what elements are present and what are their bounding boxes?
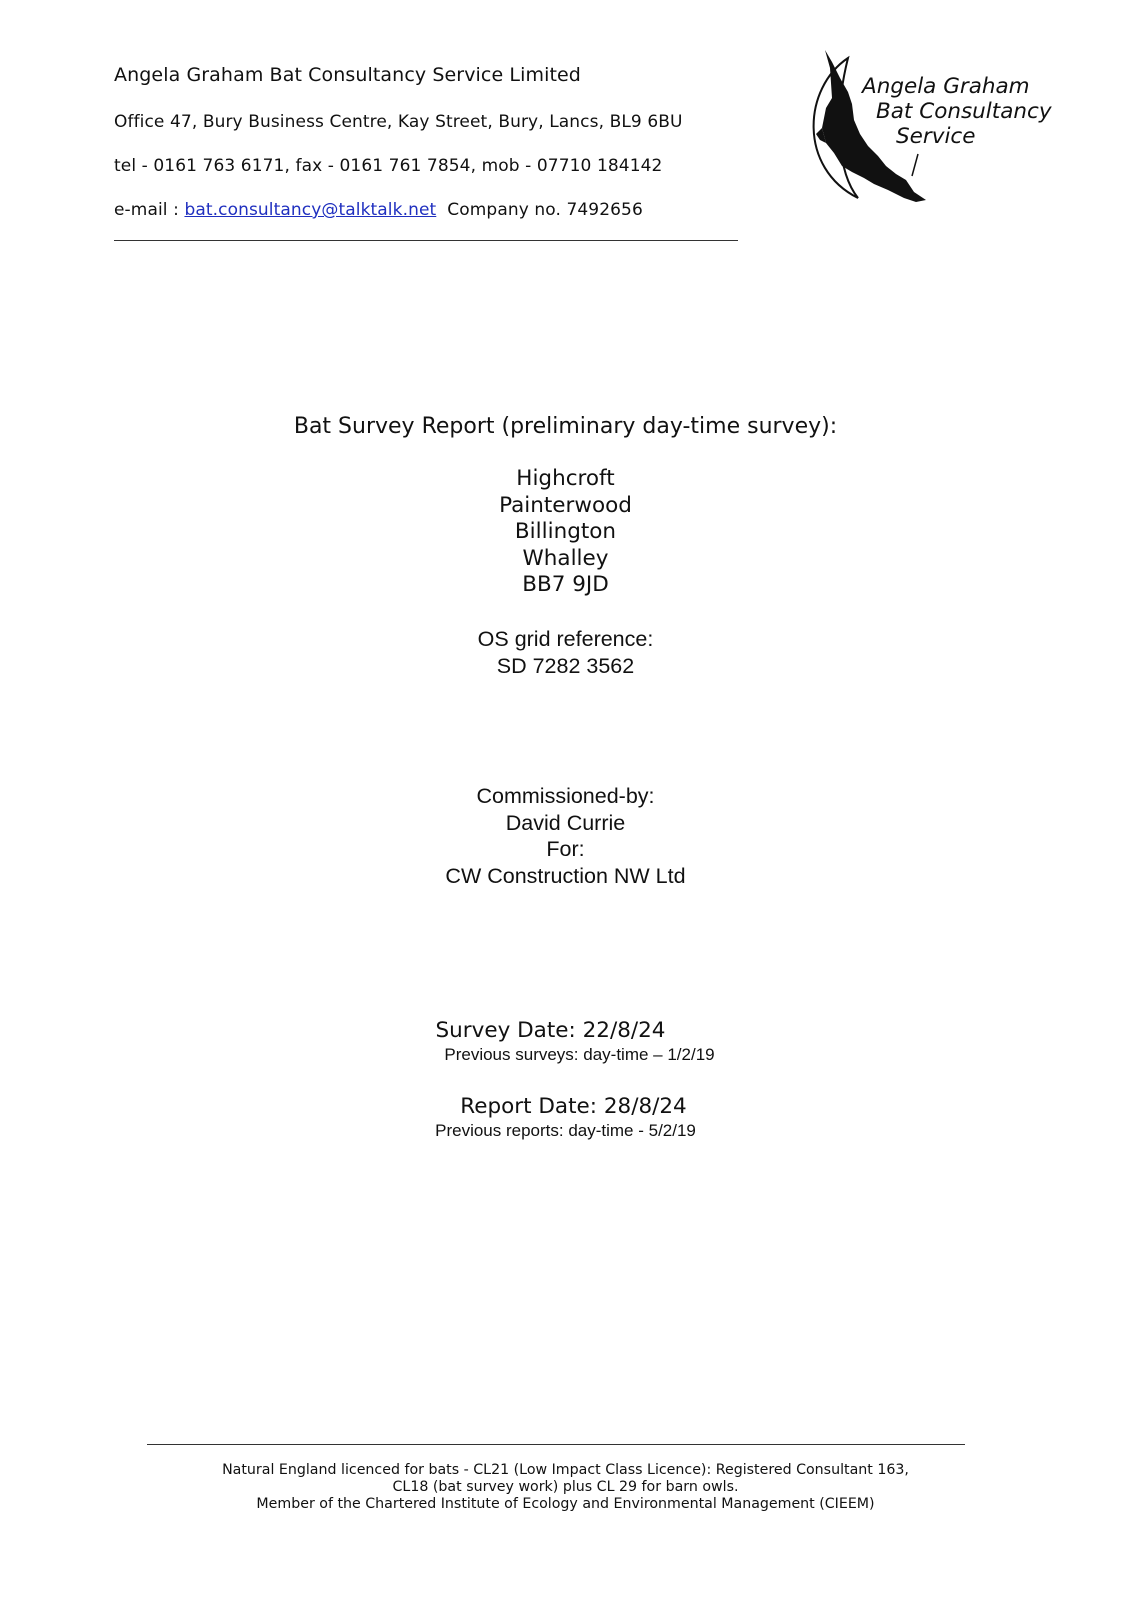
- logo-wordmark: [862, 74, 1052, 149]
- company-contact-numbers: tel - 0161 763 6171, fax - 0161 761 7854, mob - 07710 184142: [114, 156, 663, 176]
- grid-label: OS grid reference:: [477, 627, 654, 651]
- report-dates: [0, 1094, 1131, 1142]
- logo-line-3: Service: [896, 124, 976, 149]
- survey-dates: [0, 1018, 1131, 1066]
- site-address: [0, 466, 1131, 599]
- company-name: Angela Graham Bat Consultancy Service Limited: [114, 64, 581, 86]
- address-line: BB7 9JD: [522, 572, 609, 597]
- grid-reference: [0, 626, 1131, 679]
- footer-line-3: Member of the Chartered Institute of Ecology and Environmental Management (CIEEM): [256, 1496, 875, 1512]
- logo-line-2: Bat Consultancy: [876, 99, 1052, 124]
- client-name: CW Construction NW Ltd: [445, 863, 686, 888]
- email-label: e-mail :: [114, 200, 185, 220]
- letterhead-divider: [114, 240, 738, 241]
- footer: [0, 1462, 1131, 1513]
- address-line: Whalley: [522, 545, 609, 571]
- logo-line-1: Angela Graham: [862, 74, 1030, 99]
- address-line: Painterwood: [499, 492, 632, 518]
- previous-surveys: Previous surveys: day-time – 1/2/19: [444, 1045, 715, 1064]
- previous-reports: Previous reports: day-time - 5/2/19: [435, 1121, 696, 1140]
- report-date: Report Date: 28/8/24: [460, 1094, 687, 1119]
- footer-line-1: Natural England licenced for bats - CL21 (Low Impact Class Licence): Registered Consultant 163,: [222, 1462, 909, 1478]
- address-line: Highcroft: [516, 466, 615, 491]
- company-address: Office 47, Bury Business Centre, Kay Street, Bury, Lancs, BL9 6BU: [114, 112, 683, 132]
- report-title: Bat Survey Report (preliminary day-time survey):: [293, 414, 838, 439]
- commission-details: [0, 783, 1131, 889]
- footer-line-2: CL18 (bat survey work) plus CL 29 for barn owls.: [392, 1479, 739, 1495]
- survey-date: Survey Date: 22/8/24: [435, 1018, 666, 1043]
- commissioned-by: David Currie: [505, 810, 626, 835]
- company-number: Company no. 7492656: [447, 200, 643, 220]
- for-label: For:: [546, 837, 585, 861]
- email-link[interactable]: bat.consultancy@talktalk.net: [184, 200, 437, 220]
- company-email-line: [114, 199, 643, 221]
- address-line: Billington: [514, 519, 617, 544]
- footer-divider: [147, 1444, 965, 1445]
- commissioned-label: Commissioned-by:: [476, 784, 655, 808]
- grid-value: SD 7282 3562: [496, 653, 635, 678]
